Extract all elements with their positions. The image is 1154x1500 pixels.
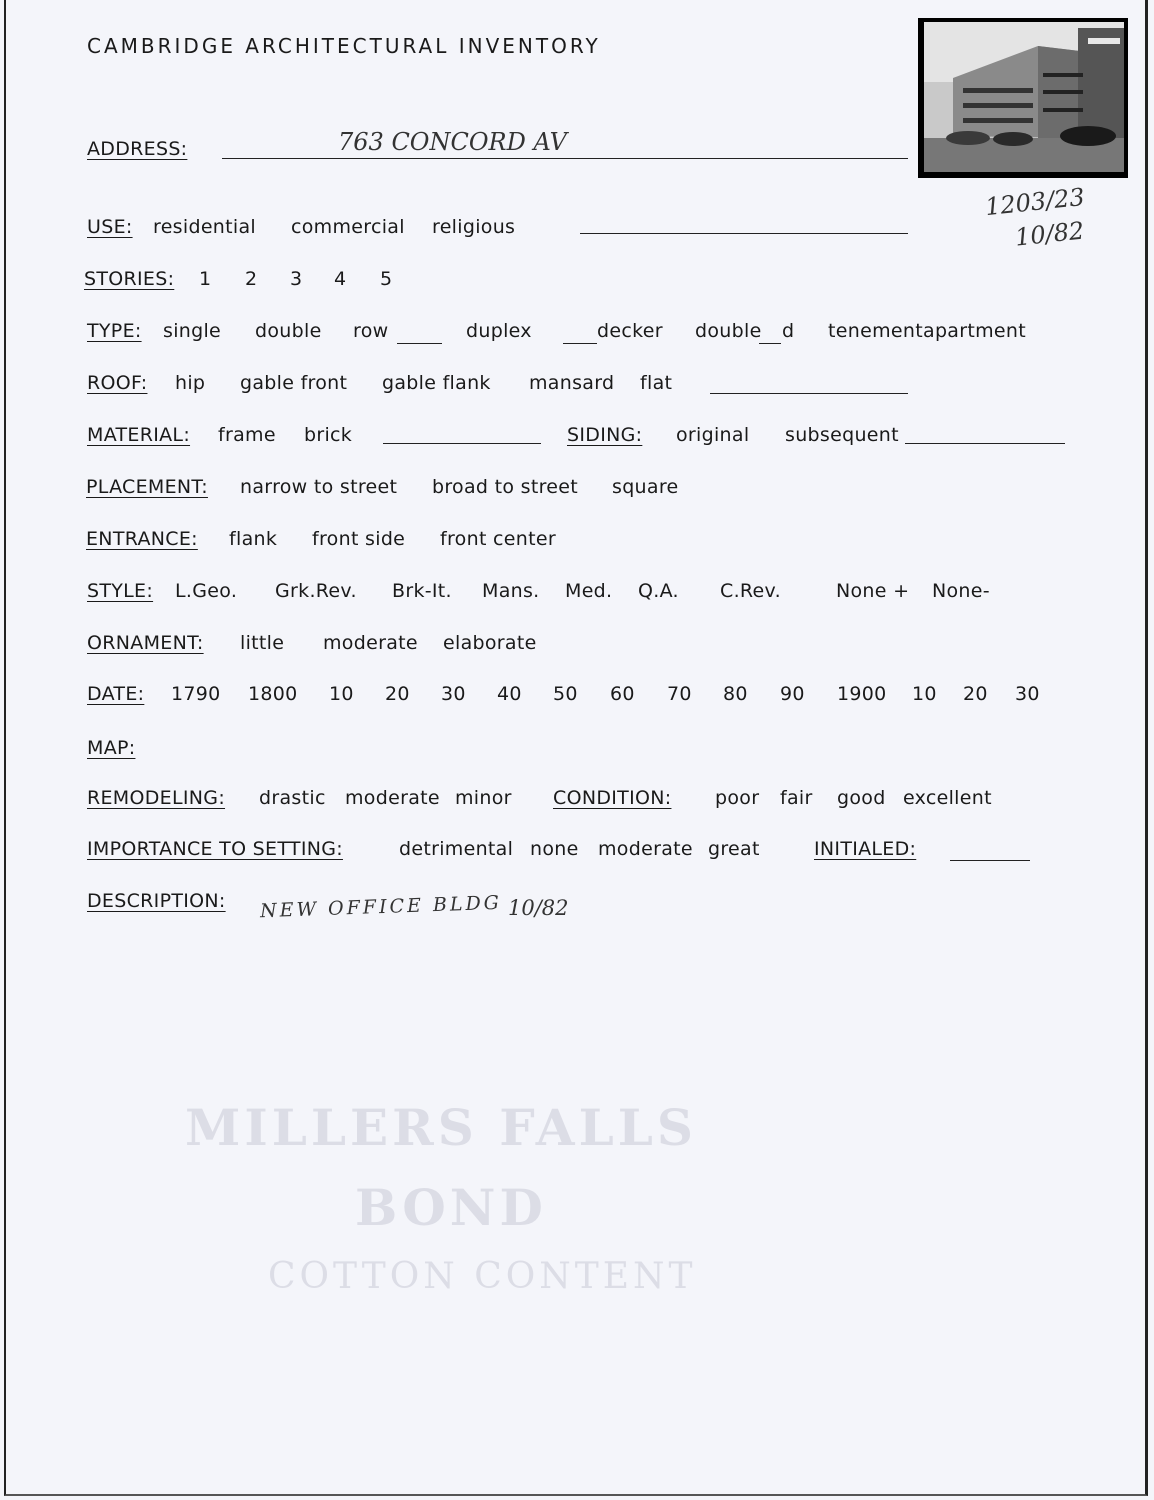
date-option: 50 [553, 683, 578, 705]
roof-option: gable front [240, 372, 348, 394]
roof-option: flat [640, 372, 673, 394]
condition-option: poor [715, 787, 760, 809]
siding-option: subsequent [785, 424, 899, 446]
placement-label: PLACEMENT: [86, 476, 208, 498]
use-option: commercial [291, 216, 405, 238]
type-option: apartment [923, 320, 1026, 342]
material-option: frame [218, 424, 276, 446]
building-photo [918, 18, 1128, 178]
type-option: duplex [466, 320, 532, 342]
date-label: DATE: [87, 683, 145, 705]
siding-option: original [676, 424, 750, 446]
type-option: single [163, 320, 222, 342]
condition-option: good [837, 787, 886, 809]
date-option: 20 [963, 683, 988, 705]
condition-option: excellent [903, 787, 992, 809]
date-option: 30 [1015, 683, 1040, 705]
condition-label: CONDITION: [553, 787, 672, 809]
siding-label: SIDING: [567, 424, 643, 446]
date-option: 10 [329, 683, 354, 705]
date-option: 70 [667, 683, 692, 705]
type-option: tenement [828, 320, 923, 342]
use-blank-line [580, 233, 908, 234]
use-label: USE: [87, 216, 133, 238]
importance-option: none [530, 838, 579, 860]
remodeling-option: minor [455, 787, 512, 809]
ornament-option: little [240, 632, 285, 654]
stories-option: 5 [380, 268, 393, 290]
address-line [222, 158, 908, 159]
style-option: L.Geo. [175, 580, 238, 602]
stories-option: 1 [199, 268, 212, 290]
form-title: CAMBRIDGE ARCHITECTURAL INVENTORY [87, 34, 601, 58]
type-label: TYPE: [87, 320, 142, 342]
date-option: 40 [497, 683, 522, 705]
stories-option: 2 [245, 268, 258, 290]
material-option: brick [304, 424, 353, 446]
type-option: double [255, 320, 322, 342]
type-option: d [782, 320, 795, 342]
ornament-label: ORNAMENT: [87, 632, 204, 654]
importance-option: great [708, 838, 760, 860]
description-value: NEW OFFICE BLDG [259, 891, 503, 923]
type-option: row [353, 320, 389, 342]
entrance-option: front side [312, 528, 406, 550]
style-label: STYLE: [87, 580, 154, 602]
date-option: 80 [723, 683, 748, 705]
placement-option: square [612, 476, 679, 498]
watermark-bond: BOND [355, 1178, 547, 1237]
siding-blank-line [905, 443, 1065, 444]
stories-option: 4 [334, 268, 347, 290]
remodeling-option: drastic [259, 787, 326, 809]
placement-option: broad to street [432, 476, 579, 498]
style-option: Grk.Rev. [275, 580, 357, 602]
type-decker-blank [563, 343, 597, 344]
importance-option: moderate [598, 838, 693, 860]
condition-option: fair [780, 787, 813, 809]
remodeling-label: REMODELING: [87, 787, 226, 809]
margin-date-note: 10/82 [1013, 216, 1086, 252]
date-option: 1900 [837, 683, 887, 705]
roof-blank-line [710, 393, 908, 394]
use-option: residential [153, 216, 257, 238]
entrance-option: flank [229, 528, 278, 550]
importance-option: detrimental [399, 838, 514, 860]
date-option: 1800 [248, 683, 298, 705]
placement-option: narrow to street [240, 476, 398, 498]
roof-option: hip [175, 372, 206, 394]
style-option: None- [932, 580, 990, 602]
remodeling-option: moderate [345, 787, 440, 809]
stories-label: STORIES: [84, 268, 175, 290]
date-option: 10 [912, 683, 937, 705]
style-option: Q.A. [638, 580, 679, 602]
roof-option: mansard [529, 372, 615, 394]
style-option: Med. [565, 580, 613, 602]
watermark-cotton: COTTON CONTENT [268, 1256, 697, 1297]
type-option: decker [597, 320, 663, 342]
date-option: 1790 [171, 683, 221, 705]
material-blank-line [383, 443, 541, 444]
roof-label: ROOF: [87, 372, 148, 394]
initialed-blank-line [950, 860, 1030, 861]
watermark-brand: MILLERS FALLS [185, 1098, 698, 1157]
ornament-option: elaborate [443, 632, 537, 654]
style-option: Brk-It. [392, 580, 452, 602]
material-label: MATERIAL: [87, 424, 191, 446]
margin-ref-note: 1203/23 [983, 182, 1086, 222]
date-option: 90 [780, 683, 805, 705]
description-date: 10/82 [508, 896, 569, 920]
use-option: religious [432, 216, 516, 238]
address-value: 763 CONCORD AV [338, 128, 567, 156]
ornament-option: moderate [323, 632, 418, 654]
entrance-option: front center [440, 528, 556, 550]
date-option: 20 [385, 683, 410, 705]
date-option: 60 [610, 683, 635, 705]
type-double-blank [759, 343, 781, 344]
style-option: None + [836, 580, 910, 602]
type-row-blank [397, 343, 442, 344]
map-label: MAP: [87, 737, 136, 759]
entrance-label: ENTRANCE: [86, 528, 198, 550]
description-label: DESCRIPTION: [87, 890, 226, 912]
address-label: ADDRESS: [87, 138, 188, 160]
type-option: double [695, 320, 762, 342]
initialed-label: INITIALED: [814, 838, 917, 860]
roof-option: gable flank [382, 372, 491, 394]
style-option: C.Rev. [720, 580, 781, 602]
importance-label: IMPORTANCE TO SETTING: [87, 838, 343, 860]
date-option: 30 [441, 683, 466, 705]
stories-option: 3 [290, 268, 303, 290]
style-option: Mans. [482, 580, 540, 602]
